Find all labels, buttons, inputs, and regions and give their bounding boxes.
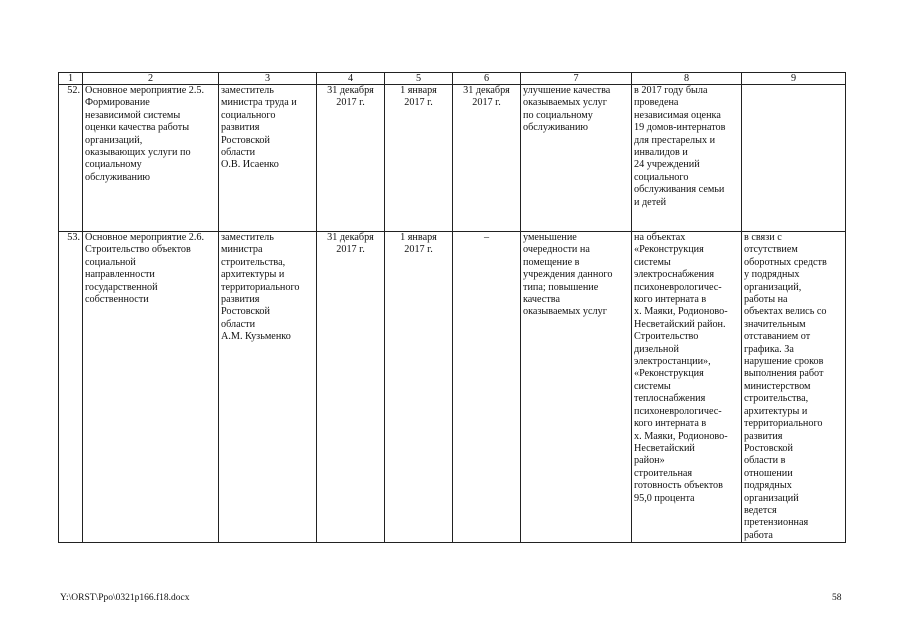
event-cell: Основное мероприятие 2.6. Строительство объектов социальной направленности государственной собственности [83, 232, 219, 543]
event-cell: Основное мероприятие 2.5. Формирование независимой системы оценки качества работы организаций, оказывающих услуги по социальному обслуживанию [83, 85, 219, 232]
header-cell-3: 3 [219, 73, 317, 85]
header-cell-9: 9 [742, 73, 846, 85]
header-cell-2: 2 [83, 73, 219, 85]
table-row [59, 232, 846, 543]
plan-end-date-cell: 31 декабря 2017 г. [317, 232, 385, 543]
row-number: 53. [59, 232, 83, 543]
fact-end-date-cell: – [453, 232, 521, 543]
table-header-row [59, 73, 846, 85]
footer-file-path: Y:\ORST\Ppo\0321p166.f18.docx [60, 593, 190, 603]
report-table [58, 72, 846, 543]
planned-result-cell: улучшение качества оказываемых услуг по социальному обслуживанию [521, 85, 632, 232]
header-cell-1: 1 [59, 73, 83, 85]
header-cell-7: 7 [521, 73, 632, 85]
header-cell-5: 5 [385, 73, 453, 85]
header-cell-4: 4 [317, 73, 385, 85]
table-row [59, 85, 846, 232]
executor-cell: заместитель министра труда и социального развития Ростовской области О.В. Исаенко [219, 85, 317, 232]
header-cell-8: 8 [632, 73, 742, 85]
executor-cell: заместитель министра строительства, архитектуры и территориального развития Ростовской области А.М. Кузьменко [219, 232, 317, 543]
row-number: 52. [59, 85, 83, 232]
fact-end-date-cell: 31 декабря 2017 г. [453, 85, 521, 232]
planned-result-cell: уменьшение очередности на помещение в учреждения данного типа; повышение качества оказываемых услуг [521, 232, 632, 543]
plan-end-date-cell: 31 декабря 2017 г. [317, 85, 385, 232]
reasons-cell: в связи с отсутствием оборотных средств у подрядных организаций, работы на объектах велись со значительным отставанием от графика. За нарушение сроков выполнения работ министерством строительства, архитектуры и территориального развития Ростовской области в отношении подрядных организаций ведется претензионная работа [742, 232, 846, 543]
actual-result-cell: в 2017 году была проведена независимая оценка 19 домов-интернатов для престарелых и инвалидов и 24 учреждений социального обслуживания семьи и детей [632, 85, 742, 232]
start-date-cell: 1 января 2017 г. [385, 232, 453, 543]
header-cell-6: 6 [453, 73, 521, 85]
start-date-cell: 1 января 2017 г. [385, 85, 453, 232]
actual-result-cell: на объектах «Реконструкция системы электроснабжения психоневрологичес- кого интерната в х. Маяки, Родионово- Несветайский район. Строительство дизельной электростанции», «Реконструкция системы теплоснабжения психоневрологичес- кого интерната в х. Маяки, Родионово- Несветайский район» строительная готовность объектов 95,0 процента [632, 232, 742, 543]
page-number: 58 [832, 593, 842, 603]
reasons-cell [742, 85, 846, 232]
